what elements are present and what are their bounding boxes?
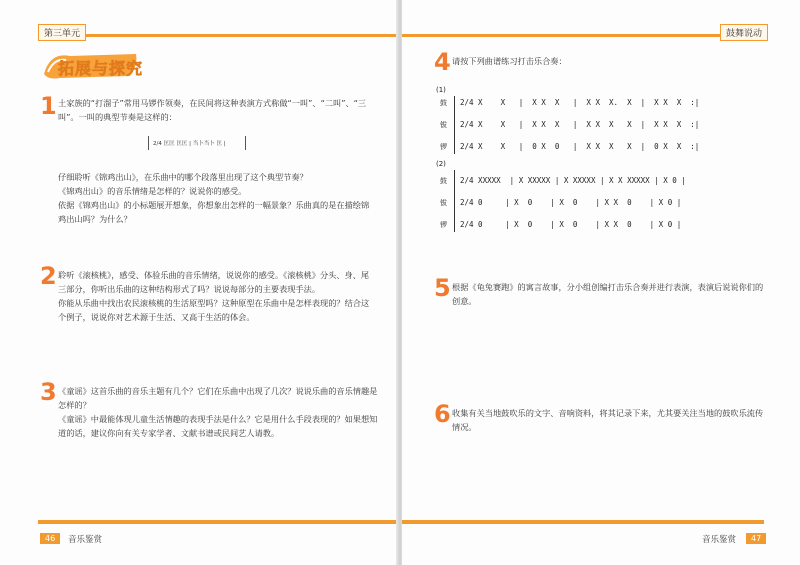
footer-title: 音乐鉴赏 (702, 535, 737, 545)
score-row: 2/4 0 | X 0 | X 0 | X X 0 | X 0 | (460, 198, 682, 207)
text-line: 怎样的？ (58, 400, 91, 410)
item-6-text (452, 406, 772, 434)
item-3-text (58, 384, 383, 440)
section-banner-title: 拓展与探究 (58, 59, 144, 78)
unit-tag: 第三单元 (38, 24, 86, 41)
item-number-6: 6 (434, 400, 451, 428)
score-row: 2/4 X X | X X X | X X X X | X X X :| (460, 120, 700, 129)
instrument-label: 锣 (440, 143, 447, 151)
text-line: 鸡出山吗？为什么？ (58, 214, 132, 224)
score-row: 2/4 XXXXX | X XXXXX | X XXXXX | X X XXXXX | X 0 | (460, 176, 686, 185)
page-number: 47 (746, 533, 766, 544)
text-line: 你能从乐曲中找出农民滚核桃的生活原型吗？这种原型在乐曲中是怎样表现的？结合这 (58, 298, 370, 308)
left-page (0, 0, 398, 565)
text-line: 仔细聆听《锦鸡出山》，在乐曲中的哪个段落里出现了这个典型节奏？ (58, 172, 308, 182)
text-line: 《锦鸡出山》的音乐情绪是怎样的？说说你的感受。 (58, 186, 247, 196)
text-line: 请按下列曲谱练习打击乐合奏： (452, 56, 567, 66)
footer-title: 音乐鉴赏 (68, 535, 103, 545)
instrument-label: 鼓 (440, 177, 447, 185)
text-line: 创意。 (452, 296, 477, 306)
header-rule (402, 34, 764, 37)
item-5-text (452, 280, 772, 308)
text-line: 根据《龟兔赛跑》的寓言故事，分小组创编打击乐合奏并进行表演，表演后说说你们的 (452, 282, 764, 292)
instrument-label: 钹 (440, 121, 447, 129)
instrument-label: 锣 (440, 221, 447, 229)
rhythm-notation (148, 136, 246, 150)
text-line: 叫”。一叫的典型节奏是这样的： (58, 112, 177, 122)
text-line: 情况。 (452, 422, 477, 432)
item-1-text (58, 96, 378, 124)
item-number-1: 1 (40, 92, 57, 120)
item-number-4: 4 (434, 48, 451, 76)
system-bar (454, 96, 455, 154)
right-page (402, 0, 800, 565)
text-line: 三部分，你听出乐曲的这种结构形式了吗？说说每部分的主要表现手法。 (58, 284, 321, 294)
item-1-questions (58, 170, 378, 226)
page-number: 46 (40, 533, 60, 544)
text-line: 聆听《滚核桃》，感受、体验乐曲的音乐情绪，说说你的感受。《滚核桃》分头、身、尾 (58, 270, 370, 280)
item-4-text (452, 54, 752, 68)
instrument-label: 鼓 (440, 99, 447, 107)
unit-tag: 鼓舞说动 (720, 24, 768, 41)
footer-rule (402, 520, 764, 524)
score-section-2 (436, 160, 766, 236)
score-row: 2/4 X X | 0 X 0 | X X X X | 0 X X :| (460, 142, 700, 151)
item-2-text (58, 268, 383, 324)
text-line: 道的话，建议你向有关专家学者、文献书谱或民间艺人请教。 (58, 428, 280, 438)
rhythm-text: 2/4 匡匡 匡匡 | 当卜当卜 匡 | (153, 141, 226, 147)
text-line: 《童谣》这首乐曲的音乐主题有几个？它们在乐曲中出现了几次？说说乐曲的音乐情趣是 (58, 386, 378, 396)
instrument-label: 钹 (440, 199, 447, 207)
score-row: 2/4 0 | X 0 | X 0 | X X 0 | X 0 | (460, 220, 682, 229)
score-section-1 (436, 86, 766, 156)
header-rule (38, 34, 398, 37)
system-bar (454, 170, 455, 232)
section-mark: (1) (436, 86, 446, 94)
footer-rule (38, 520, 398, 524)
text-line: 个例子，说说你对艺术源于生活、又高于生活的体会。 (58, 312, 255, 322)
section-mark: (2) (436, 160, 446, 168)
text-line: 《童谣》中最能体现儿童生活情趣的表现手法是什么？它是用什么手段表现的？如果想知 (58, 414, 378, 424)
item-number-5: 5 (434, 274, 451, 302)
text-line: 依据《锦鸡出山》的小标题展开想象，你想象出怎样的一幅景象？乐曲真的是在描绘锦 (58, 200, 370, 210)
item-number-2: 2 (40, 262, 57, 290)
item-number-3: 3 (40, 378, 57, 406)
score-row: 2/4 X X | X X X | X X X. X | X X X :| (460, 98, 700, 107)
text-line: 土家族的“打溜子”常用马锣作领奏，在民间将这种表演方式称做“一叫”、“二叫”、“三 (58, 98, 367, 108)
text-line: 收集有关当地鼓吹乐的文字、音响资料，将其记录下来，尤其要关注当地的鼓吹乐流传 (452, 408, 764, 418)
